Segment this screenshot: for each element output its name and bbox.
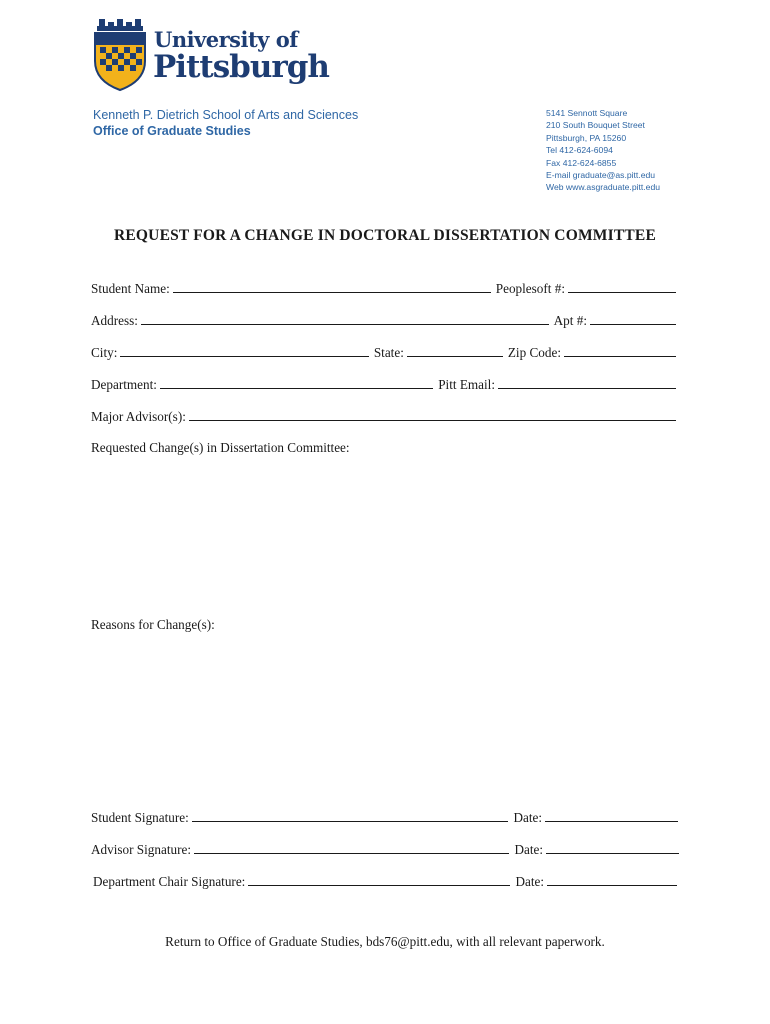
contact-address-line-1: 5141 Sennott Square (546, 108, 628, 118)
city-row (91, 343, 676, 361)
office-name: Office of Graduate Studies (93, 124, 251, 138)
student-signature-row (91, 808, 678, 826)
contact-address-line-2: 210 South Bouquet Street (546, 120, 645, 131)
department-label: Department: (91, 377, 157, 392)
major-advisor-field[interactable] (189, 420, 676, 421)
advisor-signature-row (91, 840, 679, 858)
state-field[interactable] (407, 356, 503, 357)
logo-line-2: Pittsburgh (153, 49, 329, 85)
reasons-label: Reasons for Change(s): (91, 617, 215, 632)
city-field[interactable] (120, 356, 368, 357)
advisor-signature-label: Advisor Signature: (91, 842, 191, 857)
contact-fax: Fax 412-624-6855 (546, 157, 617, 168)
advisor-signature-field[interactable] (194, 853, 509, 854)
department-field[interactable] (160, 388, 433, 389)
apt-label: Apt #: (553, 313, 587, 328)
requested-changes-label: Requested Change(s) in Dissertation Committee: (91, 440, 350, 455)
peoplesoft-field[interactable] (568, 292, 676, 293)
student-name-row (91, 279, 676, 297)
major-advisor-row (91, 407, 676, 425)
student-signature-label: Student Signature: (91, 810, 189, 825)
student-name-field[interactable] (173, 292, 491, 293)
school-name: Kenneth P. Dietrich School of Arts and Sciences (93, 108, 359, 122)
pitt-email-field[interactable] (498, 388, 676, 389)
logo-line-1: University of (154, 27, 298, 52)
return-instructions: Return to Office of Graduate Studies, bds76@pitt.edu, with all relevant paperwork. (165, 934, 605, 949)
chair-date-label: Date: (515, 874, 544, 889)
student-date-label: Date: (513, 810, 542, 825)
student-name-label: Student Name: (91, 281, 170, 296)
peoplesoft-label: Peoplesoft #: (495, 281, 565, 296)
address-row (91, 311, 676, 329)
apt-field[interactable] (590, 324, 676, 325)
zip-label: Zip Code: (507, 345, 561, 360)
chair-signature-row (93, 872, 677, 890)
zip-field[interactable] (564, 356, 676, 357)
student-signature-field[interactable] (192, 821, 509, 822)
student-date-field[interactable] (545, 821, 678, 822)
university-logo (92, 17, 329, 93)
advisor-date-field[interactable] (546, 853, 679, 854)
address-field[interactable] (141, 324, 549, 325)
contact-city-line: Pittsburgh, PA 15260 (546, 132, 627, 143)
address-label: Address: (91, 313, 138, 328)
contact-email[interactable]: E-mail graduate@as.pitt.edu (546, 170, 656, 181)
state-label: State: (373, 345, 404, 360)
contact-web[interactable]: Web www.asgraduate.pitt.edu (546, 182, 661, 193)
department-row (91, 375, 676, 393)
advisor-date-label: Date: (514, 842, 543, 857)
chair-date-field[interactable] (547, 885, 677, 886)
form-title: REQUEST FOR A CHANGE IN DOCTORAL DISSERTATION COMMITTEE (113, 227, 656, 244)
shield-crest-icon (92, 17, 148, 93)
pitt-email-label: Pitt Email: (438, 377, 495, 392)
contact-block (546, 107, 660, 194)
chair-signature-field[interactable] (248, 885, 510, 886)
contact-phone: Tel 412-624-6094 (546, 145, 613, 156)
reasons-area[interactable] (91, 640, 676, 790)
chair-signature-label: Department Chair Signature: (93, 874, 246, 889)
major-advisor-label: Major Advisor(s): (91, 409, 186, 424)
city-label: City: (91, 345, 118, 360)
requested-changes-area[interactable] (91, 462, 676, 602)
